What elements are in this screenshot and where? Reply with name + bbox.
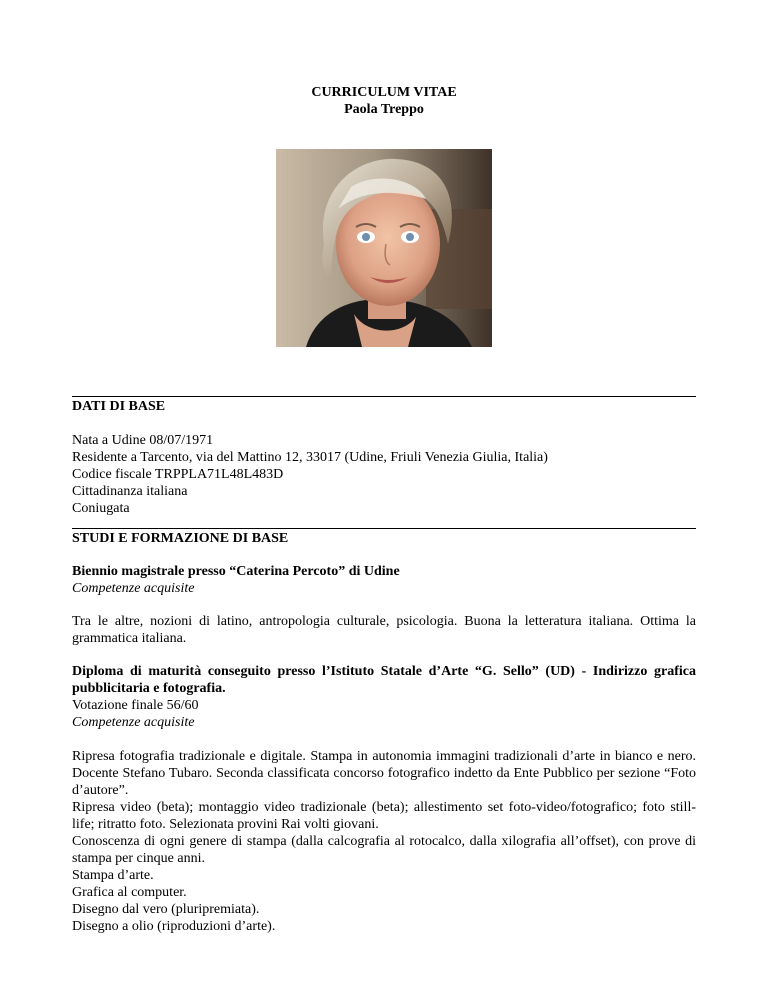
diploma-competenze-label: Competenze acquisite [72,715,195,730]
citizenship: Cittadinanza italiana [72,484,188,499]
cv-page [72,0,696,994]
biennio-title: Biennio magistrale presso “Caterina Percoto” di Udine [72,564,400,579]
birth-info: Nata a Udine 08/07/1971 [72,433,214,448]
diploma-para-fotografia: Ripresa fotografia tradizionale e digitale. Stampa in autonomia immagini tradizionali d’arte in bianco e nero. Docente Stefano Tubaro. Seconda classificata concorso fotografico indetto da Ente Pubblico per sezione “Foto d’autore”. [72,749,696,798]
person-name: Paola Treppo [344,102,424,117]
portrait-image [276,149,492,347]
section-divider [72,528,696,529]
diploma-disegno-vero: Disegno dal vero (pluripremiata). [72,902,260,917]
section-heading-dati: DATI DI BASE [72,399,166,414]
section-divider [72,396,696,397]
diploma-para-video: Ripresa video (beta); montaggio video tradizionale (beta); allestimento set foto-video/fotografico; foto still-life; ritratto foto. Selezionata provini Rai volti giovani. [72,800,696,832]
diploma-para-stampa: Conoscenza di ogni genere di stampa (dalla calcografia al rotocalco, dalla xilografia all’offset), con prove di stampa per cinque anni. [72,834,696,866]
diploma-votazione: Votazione finale 56/60 [72,698,199,713]
diploma-disegno-olio: Disegno a olio (riproduzioni d’arte). [72,919,276,934]
biennio-competenze-label: Competenze acquisite [72,581,195,596]
section-heading-studi: STUDI E FORMAZIONE DI BASE [72,531,289,546]
diploma-stampa-arte: Stampa d’arte. [72,868,154,883]
residence-info: Residente a Tarcento, via del Mattino 12, 33017 (Udine, Friuli Venezia Giulia, Italia) [72,450,548,465]
document-title: CURRICULUM VITAE [311,85,457,100]
marital-status: Coniugata [72,501,130,516]
diploma-title: Diploma di maturità conseguito presso l’Istituto Statale d’Arte “G. Sello” (UD) - Indirizzo grafica pubblicitaria e fotografia. [72,664,696,696]
diploma-grafica: Grafica al computer. [72,885,187,900]
biennio-description: Tra le altre, nozioni di latino, antropologia culturale, psicologia. Buona la letteratura italiana. Ottima la grammatica italiana. [72,614,696,646]
profile-photo [276,149,492,347]
tax-code: Codice fiscale TRPPLA71L48L483D [72,467,284,482]
